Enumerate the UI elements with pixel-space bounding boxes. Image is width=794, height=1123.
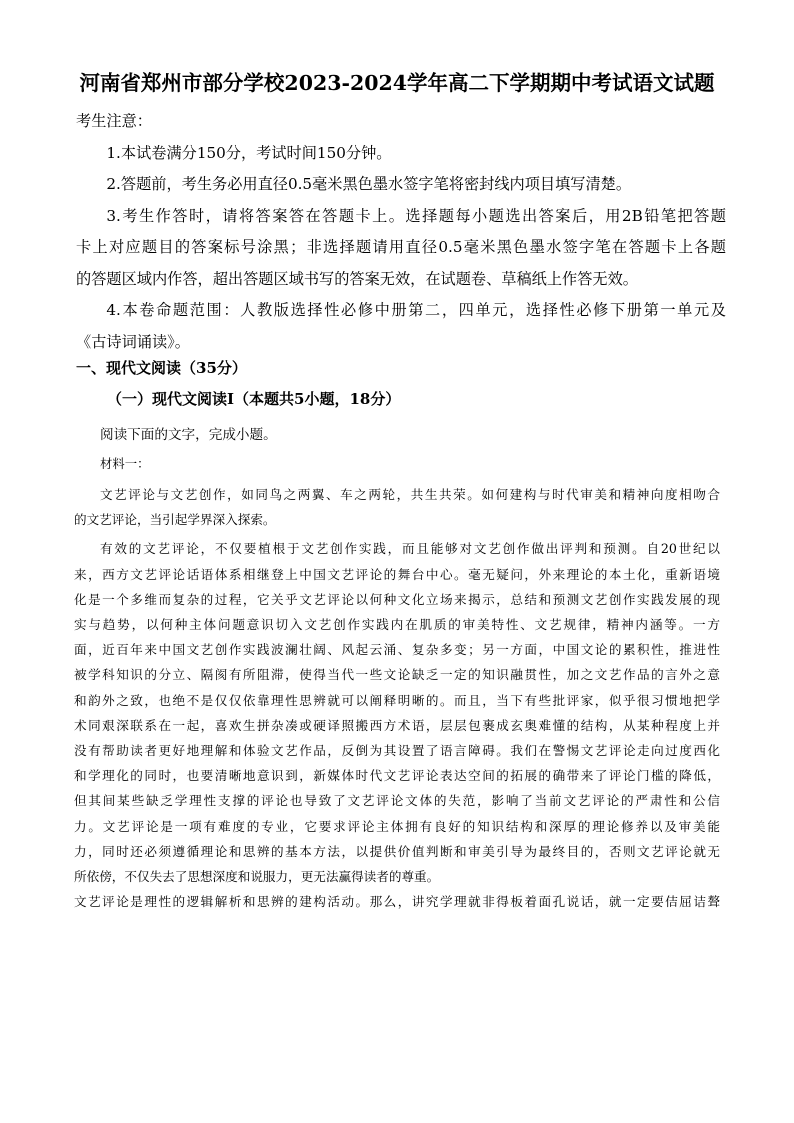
material-label: 材料一： — [100, 456, 150, 471]
notice-item-4-line-2: 《古诗词诵读》。 — [76, 332, 190, 351]
exam-title: 河南省郑州市部分学校2023-2024学年高二下学期期中考试语文试题 — [79, 71, 715, 95]
passage-line: 但其间某些缺乏学理性支撑的评论也导致了文艺评论文体的失范，影响了当前文艺评论的严肃性和公信 — [74, 793, 720, 809]
passage-line: 有效的文艺评论，不仅要植根于文艺创作实践，而且能够对文艺创作做出评判和预测。自20世纪以 — [100, 541, 720, 557]
passage-line: 化是一个多维而复杂的过程，它关乎文艺评论以何种文化立场来揭示，总结和预测文艺创作实践发展的现 — [74, 591, 720, 607]
passage-line: 文艺评论与文艺创作，如同鸟之两翼、车之两轮，共生共荣。如何建构与时代审美和精神向度相吻合 — [100, 487, 720, 502]
notice-heading: 考生注意： — [76, 112, 152, 130]
passage-line: 的文艺评论，当引起学界深入探索。 — [74, 512, 276, 528]
passage-line: 术同艰深联系在一起，喜欢生拼杂凑或硬译照搬西方术语，层层包裹成玄奥难懂的结构，从某种程度上并 — [74, 717, 720, 733]
reading-instruction: 阅读下面的文字，完成小题。 — [100, 427, 277, 443]
reading-passage — [74, 482, 720, 914]
section-heading: 一、现代文阅读（35分） — [76, 359, 247, 377]
subsection-heading: （一）现代文阅读Ⅰ（本题共5小题，18分） — [107, 390, 401, 408]
passage-line: 实与趋势，以何种主体问题意识切入文艺创作实践内在肌质的审美特性、文艺规律，精神内涵等。一方 — [74, 617, 720, 633]
passage-line: 文艺评论是理性的逻辑解析和思辨的建构活动。那么，讲究学理就非得板着面孔说话，就一定要佶屈诘聱 — [74, 894, 720, 910]
passage-line: 力，同时还必须遵循理论和思辨的基本方法，以提供价值判断和审美引导为最终目的，否则文艺评论就无 — [74, 843, 720, 859]
notice-item-3-line-3: 的答题区域内作答，超出答题区域书写的答案无效，在试题卷、草稿纸上作答无效。 — [76, 269, 638, 288]
passage-line: 力。文艺评论是一项有难度的专业，它要求评论主体拥有良好的知识结构和深厚的理论修养以及审美能 — [74, 818, 720, 834]
notice-item-2: 2.答题前，考生务必用直径0.5毫米黑色墨水签字笔将密封线内项目填写清楚。 — [106, 175, 632, 193]
notice-item-3-line-1: 3.考生作答时，请将答案答在答题卡上。选择题每小题选出答案后，用2B铅笔把答题 — [106, 206, 726, 225]
passage-line: 没有帮助读者更好地理解和体验文艺作品，反倒为其设置了语言障碍。我们在警惕文艺评论走向过度西化 — [74, 743, 720, 759]
notice-item-3-line-2: 卡上对应题目的答案标号涂黑；非选择题请用直径0.5毫米黑色墨水签字笔在答题卡上各题 — [76, 238, 726, 256]
passage-line: 来，西方文艺评论话语体系相继登上中国文艺评论的舞台中心。毫无疑问，外来理论的本土化，重新语境 — [74, 566, 720, 582]
exam-notice — [76, 106, 726, 358]
passage-line: 和韵外之致，也绝不是仅仅依靠理性思辨就可以阐释明晰的。而且，当下有些批评家，似乎很习惯地把学 — [74, 692, 720, 708]
passage-line: 面，近百年来中国文艺创作实践波澜壮阔、风起云涌、复杂多变；另一方面，中国文论的累积性，推进性 — [74, 642, 720, 658]
passage-line: 和学理化的同时，也要清晰地意识到，新媒体时代文艺评论表达空间的拓展的确带来了评论门槛的降低， — [74, 768, 720, 784]
passage-line: 被学科知识的分立、隔阂有所阻滞，使得当代一些文论缺乏一定的知识融贯性，加之文艺作品的言外之意 — [74, 667, 720, 683]
passage-line: 所依傍，不仅失去了思想深度和说服力，更无法赢得读者的尊重。 — [74, 869, 440, 885]
notice-item-4-line-1: 4.本卷命题范围：人教版选择性必修中册第二，四单元，选择性必修下册第一单元及 — [106, 301, 726, 319]
notice-item-1: 1.本试卷满分150分，考试时间150分钟。 — [106, 143, 392, 162]
